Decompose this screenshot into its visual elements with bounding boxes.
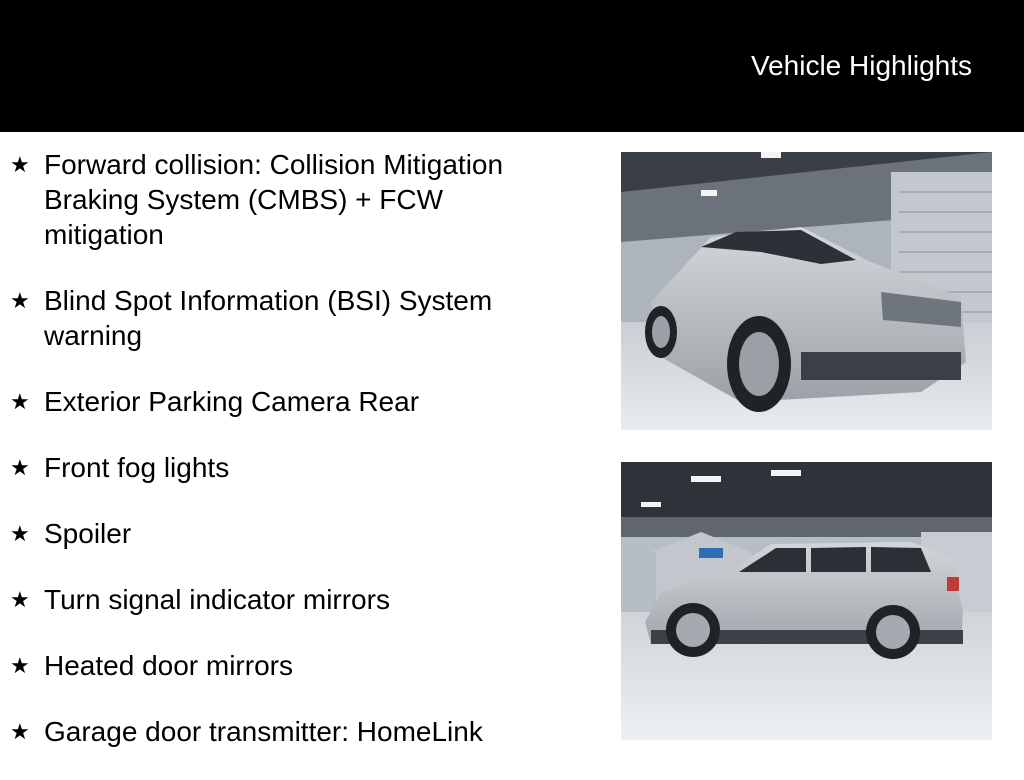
star-icon: ★	[10, 653, 30, 678]
feature-text: Exterior Parking Camera Rear	[44, 386, 420, 417]
star-icon: ★	[10, 719, 30, 744]
star-icon: ★	[10, 455, 30, 480]
feature-item	[10, 582, 570, 617]
page-title: Vehicle Highlights	[750, 50, 972, 81]
vehicle-photo-side	[621, 462, 992, 740]
feature-item	[10, 714, 570, 749]
star-icon: ★	[10, 152, 30, 177]
header-bar	[0, 0, 1024, 132]
feature-text: Garage door transmitter: HomeLink	[44, 716, 483, 747]
feature-item	[10, 147, 570, 252]
feature-text: Blind Spot Information (BSI) System warning	[44, 285, 493, 351]
feature-list	[10, 147, 570, 780]
feature-item	[10, 648, 570, 683]
feature-text: Turn signal indicator mirrors	[44, 584, 390, 615]
star-icon: ★	[10, 288, 30, 313]
feature-item	[10, 516, 570, 551]
feature-text: Heated door mirrors	[44, 650, 293, 681]
star-icon: ★	[10, 521, 30, 546]
star-icon: ★	[10, 587, 30, 612]
feature-text: Front fog lights	[44, 452, 230, 483]
vehicle-front-image	[621, 152, 992, 430]
vehicle-side-image	[621, 462, 992, 740]
vehicle-photo-front	[621, 152, 992, 430]
feature-text: Forward collision: Collision Mitigation Braking System (CMBS) + FCW mitigation	[44, 149, 504, 250]
star-icon: ★	[10, 389, 30, 414]
feature-text: Spoiler	[44, 518, 132, 549]
feature-item	[10, 384, 570, 419]
feature-item	[10, 450, 570, 485]
feature-item	[10, 283, 570, 353]
